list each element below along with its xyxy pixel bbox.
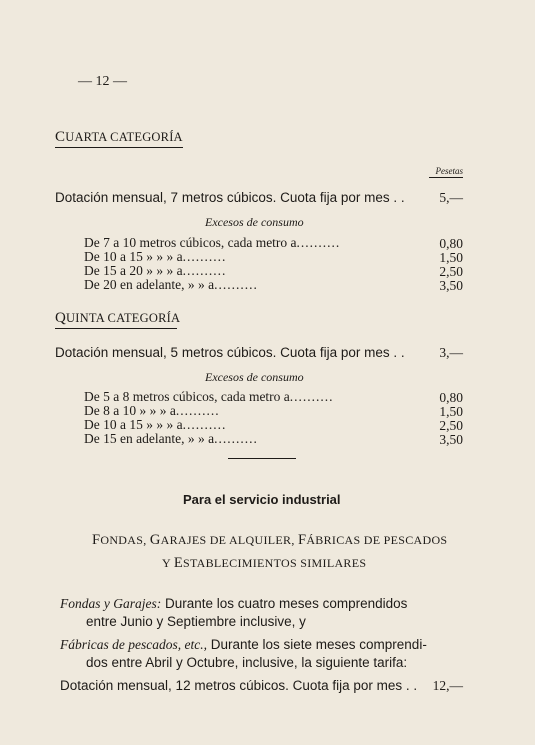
currency-label: Pesetas (435, 166, 463, 176)
quinta-excesos-label: Excesos de consumo (205, 370, 304, 384)
paragraph-fondas-line-2: entre Junio y Septiembre inclusive, y (86, 614, 306, 629)
rate-value: 1,50 (439, 250, 463, 265)
table-row: De 8 a 10 » » » a.......... (84, 403, 220, 418)
rate-value: 0,80 (439, 390, 463, 405)
quinta-base-line: Dotación mensual, 5 metros cúbicos. Cuota fija por mes . . (55, 345, 405, 360)
rate-value: 0,80 (439, 236, 463, 251)
heading-rest: UARTA CATEGORÍA (65, 130, 183, 144)
rate-value: 2,50 (439, 264, 463, 279)
table-row: De 7 a 10 metros cúbicos, cada metro a.......... (84, 235, 341, 250)
cuarta-base-value: 5,— (439, 190, 463, 205)
quinta-base-value: 3,— (439, 345, 463, 360)
heading-rest: UINTA CATEGORÍA (66, 311, 181, 325)
heading-underline (55, 147, 183, 148)
paragraph-fondas: Fondas y Garajes: Durante los cuatro meses comprendidos (60, 596, 408, 611)
cuarta-excesos-label: Excesos de consumo (205, 215, 304, 229)
table-row: De 10 a 15 » » » a.......... (84, 417, 227, 432)
industrial-subtitle-line-1: FONDAS, GARAJES DE ALQUILER, FÁBRICAS DE PESCADOS (92, 532, 448, 548)
section-divider (228, 458, 296, 459)
heading-underline (55, 328, 177, 329)
paragraph-fabricas-line-2: dos entre Abril y Octubre, inclusive, la siguiente tarifa: (86, 655, 408, 670)
table-row: De 15 a 20 » » » a.......... (84, 263, 227, 278)
page-number: — 12 — (78, 74, 127, 89)
rate-value: 3,50 (439, 432, 463, 447)
table-row: De 15 en adelante, » » a.......... (84, 431, 258, 446)
industrial-base-line: Dotación mensual, 12 metros cúbicos. Cuota fija por mes . . (60, 678, 418, 693)
cuarta-categoria-heading (55, 129, 183, 146)
table-row: De 10 a 15 » » » a.......... (84, 249, 227, 264)
rate-value: 2,50 (439, 418, 463, 433)
quinta-categoria-heading (55, 310, 180, 327)
paragraph-fabricas: Fábricas de pescados, etc., Durante los siete meses comprendi- (60, 637, 427, 652)
industrial-subtitle-line-2: Y ESTABLECIMIENTOS SIMILARES (162, 555, 367, 571)
table-row: De 5 a 8 metros cúbicos, cada metro a.......... (84, 389, 334, 404)
heading-initial: Q (55, 310, 67, 326)
rate-value: 1,50 (439, 404, 463, 419)
industrial-title: Para el servicio industrial (183, 492, 341, 507)
rate-value: 3,50 (439, 278, 463, 293)
industrial-base-value: 12,— (432, 678, 463, 693)
cuarta-base-line: Dotación mensual, 7 metros cúbicos. Cuota fija por mes . . (55, 190, 405, 205)
heading-initial: C (55, 129, 66, 145)
currency-underline (429, 177, 463, 178)
table-row: De 20 en adelante, » » a.......... (84, 277, 258, 292)
